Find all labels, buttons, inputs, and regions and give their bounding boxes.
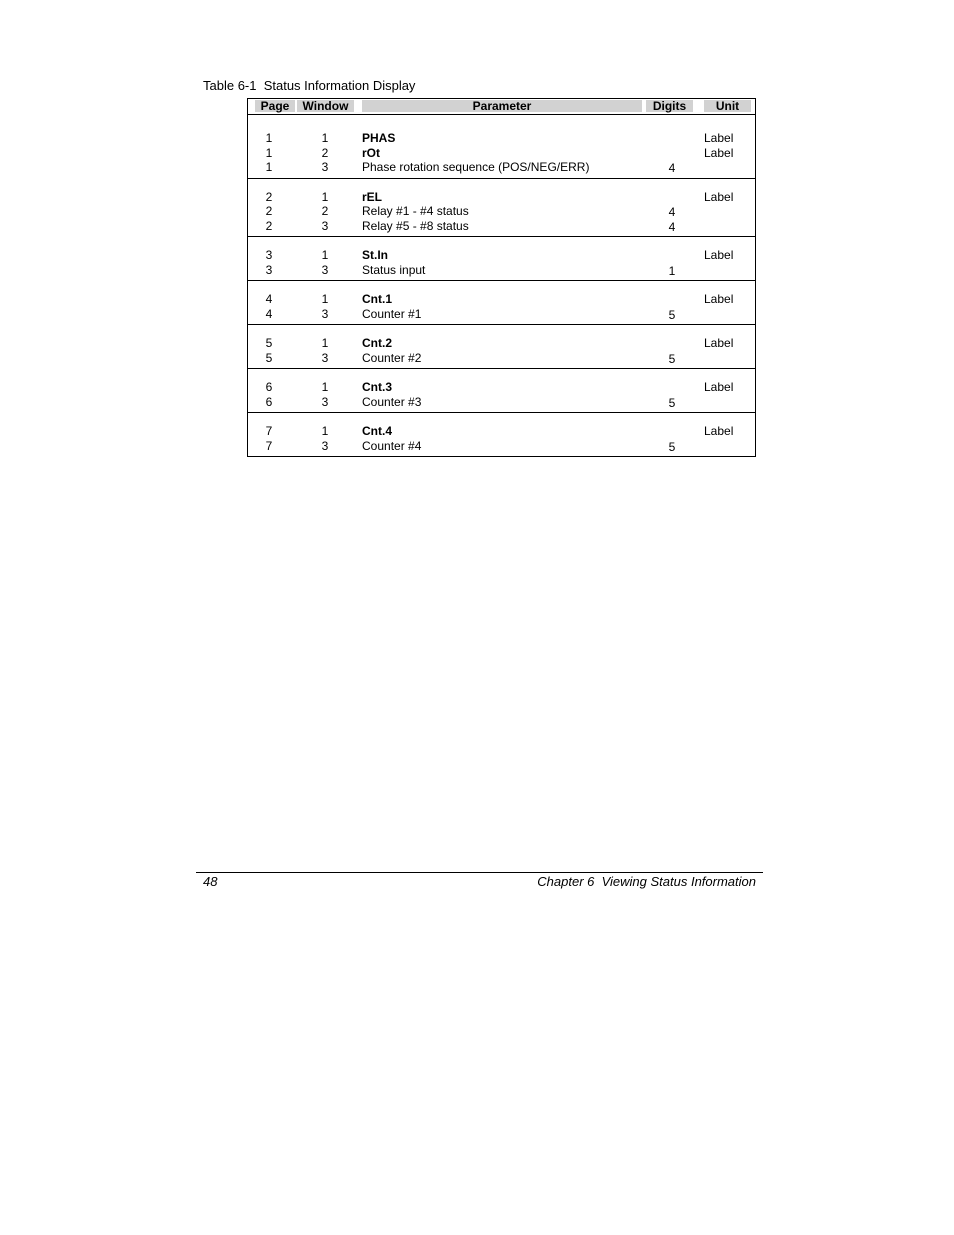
- cell-digits: 4: [668, 219, 676, 234]
- cell-page: 3: [265, 262, 273, 277]
- table-row: [248, 439, 755, 454]
- table-row: [248, 204, 755, 219]
- footer-divider: [196, 872, 763, 873]
- cell-digits: 4: [668, 161, 676, 175]
- cell-page: 1: [265, 145, 273, 160]
- table-row-group: [248, 179, 755, 238]
- cell-unit: Label: [704, 292, 734, 306]
- page-number: 48: [203, 874, 218, 889]
- cell-window: 3: [321, 218, 329, 233]
- cell-window: 1: [321, 189, 329, 204]
- cell-digits: 5: [668, 351, 676, 366]
- cell-parameter: Cnt.1: [362, 292, 392, 306]
- cell-parameter: rEL: [362, 189, 383, 204]
- cell-window: 3: [321, 394, 329, 409]
- table-row: [248, 424, 755, 439]
- cell-window: 1: [321, 424, 329, 438]
- cell-window: 3: [321, 350, 329, 365]
- cell-digits: 1: [668, 263, 676, 278]
- cell-parameter: Counter #3: [362, 394, 422, 409]
- table-row-group: [248, 281, 755, 325]
- cell-page: 2: [265, 204, 273, 218]
- cell-window: 3: [321, 160, 329, 174]
- table-row-group: [248, 413, 755, 456]
- table-row: [248, 131, 755, 146]
- cell-unit: Label: [704, 131, 734, 145]
- chapter-title: Chapter 6 Viewing Status Information: [537, 874, 756, 889]
- cell-parameter: Counter #4: [362, 438, 422, 453]
- cell-page: 2: [265, 218, 273, 233]
- table-row: [248, 395, 755, 410]
- cell-parameter: rOt: [362, 145, 380, 160]
- table-row: [248, 380, 755, 395]
- cell-parameter: Phase rotation sequence (POS/NEG/ERR): [362, 160, 590, 174]
- table-row: [248, 190, 755, 205]
- table-row-group: [248, 325, 755, 369]
- status-information-table: [247, 98, 756, 457]
- cell-window: 3: [321, 306, 329, 321]
- table-row-group: [248, 237, 755, 281]
- cell-page: 1: [265, 160, 273, 174]
- cell-window: 2: [321, 145, 329, 160]
- cell-page: 4: [265, 306, 273, 321]
- cell-parameter: Cnt.2: [362, 336, 392, 350]
- cell-window: 1: [321, 292, 329, 306]
- cell-digits: 5: [668, 439, 676, 454]
- header-window: Window: [297, 100, 354, 112]
- header-unit: Unit: [704, 100, 751, 112]
- cell-digits: 4: [668, 205, 676, 219]
- cell-unit: Label: [704, 380, 734, 394]
- header-digits: Digits: [646, 100, 693, 112]
- table-row: [248, 263, 755, 278]
- table-row: [248, 351, 755, 366]
- cell-digits: 5: [668, 307, 676, 322]
- table-row: [248, 248, 755, 263]
- cell-page: 1: [265, 131, 273, 145]
- table-row: [248, 307, 755, 322]
- header-page: Page: [255, 100, 295, 112]
- table-header: [248, 99, 755, 115]
- table-row: [248, 146, 755, 161]
- cell-parameter: Relay #5 - #8 status: [362, 218, 469, 233]
- cell-unit: Label: [704, 336, 734, 350]
- cell-unit: Label: [704, 145, 734, 160]
- cell-unit: Label: [704, 424, 734, 438]
- table-row: [248, 219, 755, 234]
- cell-parameter: Cnt.3: [362, 380, 392, 394]
- cell-window: 1: [321, 248, 329, 262]
- cell-window: 3: [321, 262, 329, 277]
- cell-parameter: Cnt.4: [362, 424, 392, 438]
- table-row: [248, 292, 755, 307]
- cell-window: 2: [321, 204, 329, 218]
- cell-parameter: Status input: [362, 262, 426, 277]
- cell-page: 6: [265, 380, 273, 394]
- cell-parameter: St.In: [362, 248, 388, 262]
- cell-parameter: Counter #1: [362, 306, 422, 321]
- cell-page: 2: [265, 189, 273, 204]
- cell-parameter: PHAS: [362, 131, 396, 145]
- table-body: [248, 115, 755, 456]
- table-row-group: [248, 369, 755, 413]
- cell-page: 7: [265, 438, 273, 453]
- cell-window: 1: [321, 380, 329, 394]
- cell-window: 3: [321, 438, 329, 453]
- cell-page: 4: [265, 292, 273, 306]
- cell-page: 7: [265, 424, 273, 438]
- cell-digits: 5: [668, 395, 676, 410]
- cell-page: 3: [265, 248, 273, 262]
- header-parameter: Parameter: [362, 100, 642, 112]
- table-row: [248, 336, 755, 351]
- cell-page: 5: [265, 336, 273, 350]
- table-row-group: [248, 115, 755, 179]
- cell-window: 1: [321, 336, 329, 350]
- cell-page: 6: [265, 394, 273, 409]
- cell-parameter: Relay #1 - #4 status: [362, 204, 469, 218]
- table-row: [248, 160, 755, 175]
- cell-parameter: Counter #2: [362, 350, 422, 365]
- cell-page: 5: [265, 350, 273, 365]
- table-caption: Table 6-1 Status Information Display: [203, 78, 416, 93]
- cell-unit: Label: [704, 248, 734, 262]
- cell-unit: Label: [704, 189, 734, 204]
- cell-window: 1: [321, 131, 329, 145]
